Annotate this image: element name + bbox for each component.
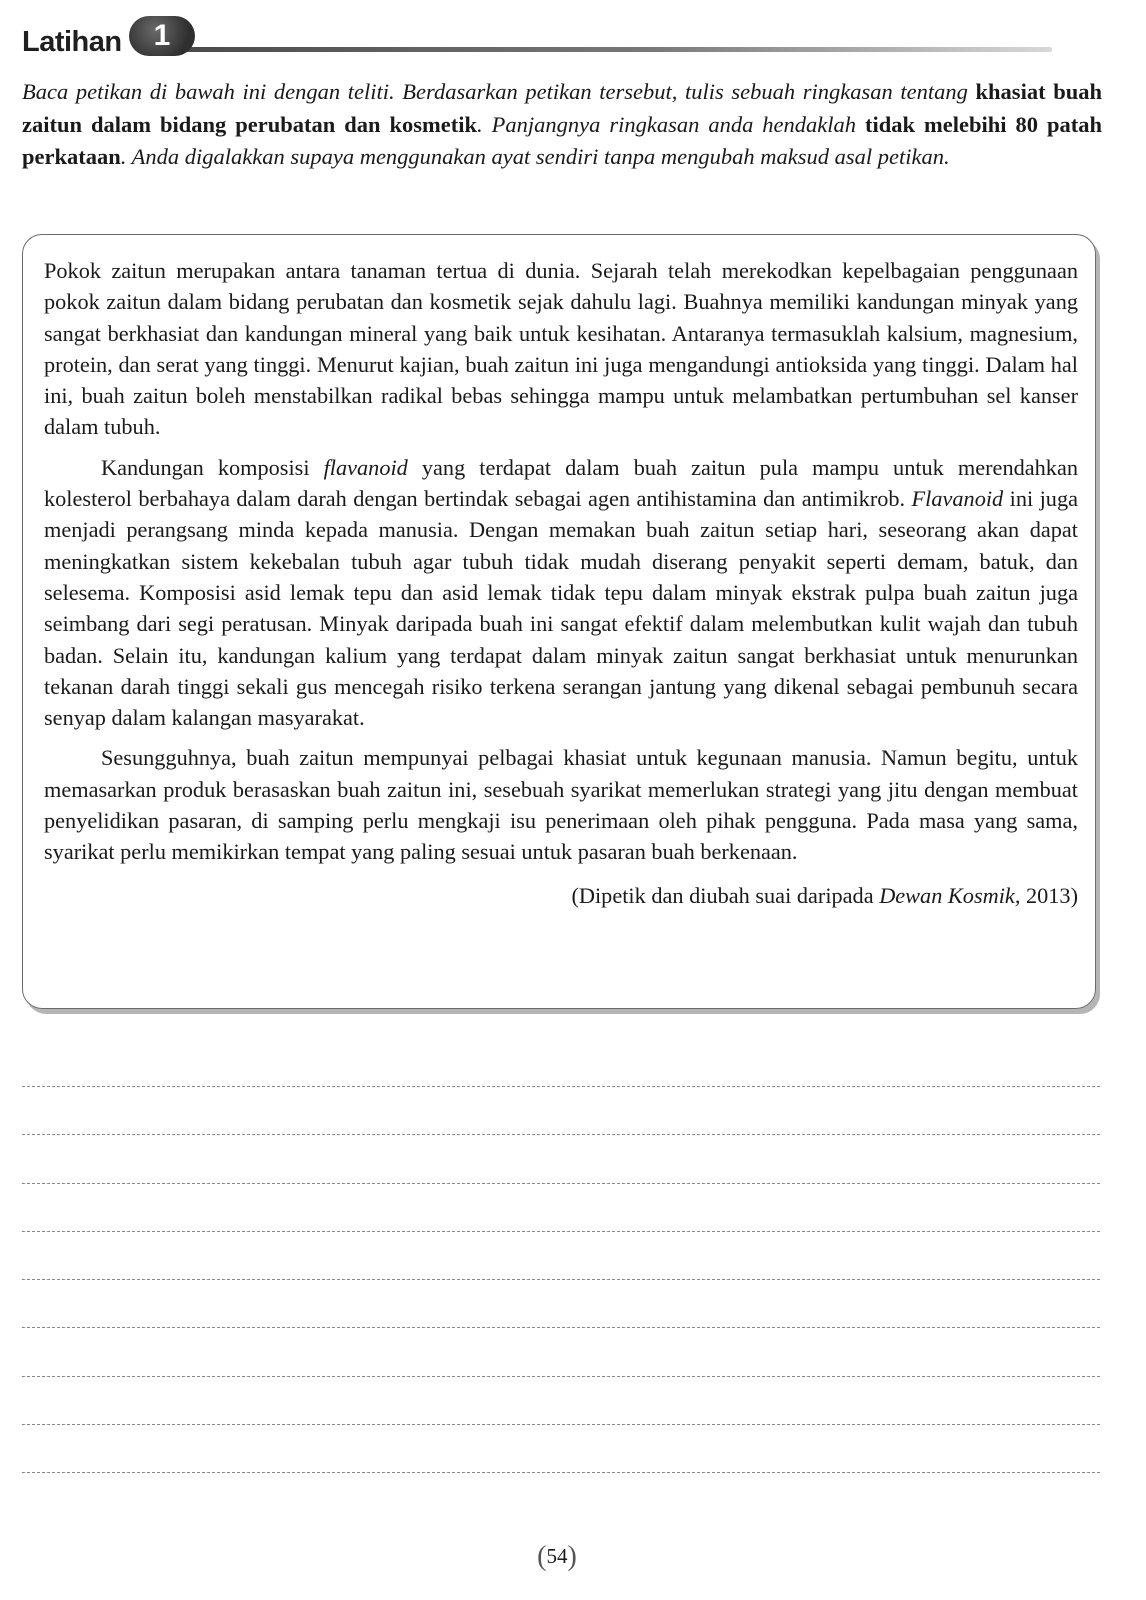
source-text-a: (Dipetik dan diubah suai daripada — [571, 882, 880, 908]
writing-line[interactable] — [22, 1376, 1100, 1377]
writing-line[interactable] — [22, 1086, 1100, 1087]
passage-paragraph-2 — [44, 452, 1078, 734]
paragraph-2-italic-1: flavanoid — [323, 454, 408, 480]
answer-writing-lines[interactable] — [22, 1086, 1100, 1521]
writing-line[interactable] — [22, 1134, 1100, 1135]
paragraph-2-text-b: yang terdapat dalam buah zaitun pula mampu untuk merendahkan kolesterol berbahaya dalam darah dengan bertindak sebagai agen antihistamina dan antimikrob. — [44, 454, 1078, 512]
writing-line[interactable] — [22, 1424, 1100, 1425]
page-number-left-bracket-icon: ( — [537, 1541, 547, 1572]
source-text-b: 2013) — [1020, 882, 1078, 908]
header-rule — [182, 47, 1052, 52]
paragraph-2-text-a: Kandungan komposisi — [101, 454, 324, 480]
instructions-text-2: . Panjangnya ringkasan anda hendaklah — [477, 111, 866, 137]
exercise-header — [22, 14, 1122, 60]
page-number-value: 54 — [546, 1544, 568, 1568]
passage-source — [44, 880, 1078, 911]
source-italic: Dewan Kosmik, — [879, 882, 1021, 908]
writing-line[interactable] — [22, 1327, 1100, 1328]
page-number — [522, 1541, 592, 1571]
writing-line[interactable] — [22, 1231, 1100, 1232]
exercise-number-badge: 1 — [129, 16, 195, 56]
paragraph-2-text-c: ini juga menjadi perangsang minda kepada manusia. Dengan memakan buah zaitun setiap hari, seseorang akan dapat meningkatkan sistem kekebalan tubuh agar tubuh tidak mudah diserang penyakit seperti demam, batuk, dan selesema. Komposisi asid lemak tepu dan asid lemak tidak tepu dalam minyak ekstrak pulpa buah zaitun juga seimbang dari segi peratusan. Minyak daripada buah ini sangat efektif dalam melembutkan kulit wajah dan tubuh badan. Selain itu, kandungan kalium yang terdapat dalam minyak zaitun sangat berkhasiat untuk menurunkan tekanan darah tinggi sekali gus mencegah risiko terkena serangan jantung yang dikenal sebagai pembunuh secara senyap dalam kalangan masyarakat. — [44, 486, 1078, 731]
passage-paragraph-1: Pokok zaitun merupakan antara tanaman tertua di dunia. Sejarah telah merekodkan kepelbagaian penggunaan pokok zaitun dalam bidang perubatan dan kosmetik sejak dahulu lagi. Buahnya memiliki kandungan minyak yang sangat berkhasiat dan kandungan mineral yang baik untuk kesihatan. Antaranya termasuklah kalsium, magnesium, protein, dan serat yang tinggi. Menurut kajian, buah zaitun ini juga mengandungi antioksida yang tinggi. Dalam hal ini, buah zaitun boleh menstabilkan radikal bebas sehingga mampu untuk melambatkan pertumbuhan sel kanser dalam tubuh. — [44, 258, 1078, 440]
instructions-text-3: . Anda digalakkan supaya menggunakan ayat sendiri tanpa mengubah maksud asal petikan. — [120, 144, 950, 169]
writing-line[interactable] — [22, 1472, 1100, 1473]
passage-paragraph-3: Sesungguhnya, buah zaitun mempunyai pelbagai khasiat untuk kegunaan manusia. Namun begitu, untuk memasarkan produk berasaskan buah zaitun ini, sesebuah syarikat memerlukan strategi yang jitu dengan membuat penyelidikan pasaran, di samping perlu mengkaji isu penerimaan oleh pihak pengguna. Pada masa yang sama, syarikat perlu memikirkan tempat yang paling sesuai untuk pasaran buah berkenaan. — [44, 745, 1078, 865]
instructions-bold-1: khasiat buah zaitun dalam bidang perubatan dan kosmetik — [22, 79, 1102, 137]
writing-line[interactable] — [22, 1279, 1100, 1280]
instructions — [22, 76, 1102, 174]
page-number-right-bracket-icon: ) — [567, 1541, 577, 1572]
exercise-title: Latihan — [22, 26, 122, 58]
instructions-bold-2: tidak melebihi 80 patah perkataan — [22, 111, 1102, 169]
writing-line[interactable] — [22, 1183, 1100, 1184]
instructions-text-1: Baca petikan di bawah ini dengan teliti. Berdasarkan petikan tersebut, tulis sebuah ringkasan tentang — [22, 79, 976, 104]
passage-box — [22, 234, 1096, 1009]
paragraph-2-italic-2: Flavanoid — [911, 486, 1004, 512]
